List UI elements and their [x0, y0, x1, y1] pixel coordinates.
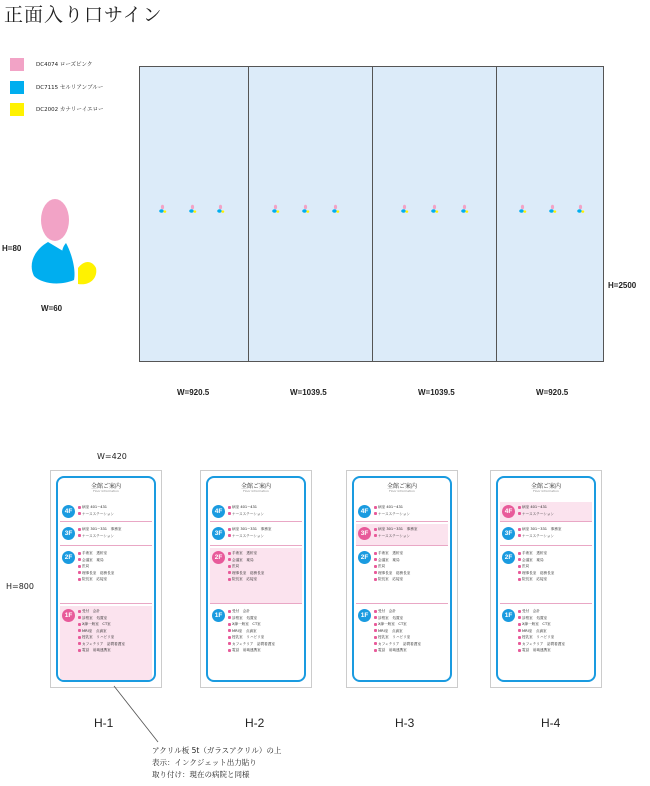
floor-directory-line: ナースステーション [78, 534, 114, 538]
floor-directory-line: 病室 301~331 事務室 [518, 527, 561, 531]
floor-directory-line: 診察室 処置室 [228, 616, 257, 620]
floor-directory-line: 手術室 透析室 [518, 551, 547, 555]
floor-directory-line: 受付 会計 [228, 609, 250, 613]
floor-number-badge: 3F [212, 527, 225, 540]
motif-height-label: H=80 [2, 244, 22, 253]
floor-directory-line: 理事長室 総務長室 [78, 571, 114, 575]
floor-directory-line: 医局 [228, 564, 239, 568]
floor-directory-line: 電話 前域連携室 [78, 648, 111, 652]
floor-directory-line: 電話 前域連携室 [518, 648, 551, 652]
floor-directory-line: 授乳室 リハビリ室 [78, 635, 114, 639]
floor-directory-line: 病室 401~431 [228, 505, 257, 509]
floor-directory-line: 受付 会計 [518, 609, 540, 613]
floor-directory-line: ナースステーション [518, 512, 554, 516]
floor-directory-line: 授乳室 リハビリ室 [228, 635, 264, 639]
sign-board-subtitle: Floor Information [243, 489, 269, 493]
legend-label: DC2002 カナリーイエロー [36, 107, 104, 113]
floor-directory-line: カフェテリア 訪問看護室 [374, 642, 421, 646]
floor-directory-line: 会議室 薬局 [228, 558, 254, 562]
floor-directory-line: 会議室 薬局 [518, 558, 544, 562]
floor-number-badge: 2F [62, 551, 75, 564]
floor-directory-line: 病室 401~431 [78, 505, 107, 509]
floor-directory-line: 院長室 応接室 [374, 577, 403, 581]
floor-number-badge: 4F [502, 505, 515, 518]
floor-number-badge: 4F [358, 505, 371, 518]
floor-directory-line: 院長室 応接室 [518, 577, 547, 581]
floor-directory-line: MRI室 点滴室 [228, 629, 257, 633]
legend-label: DC4074 ローズピンク [36, 62, 93, 68]
floor-directory-line: 理事長室 総務長室 [228, 571, 264, 575]
floor-directory-line: 診察室 処置室 [78, 616, 107, 620]
sign-label: H-1 [94, 716, 114, 730]
sign-board-subtitle: Floor Information [533, 489, 559, 493]
floor-directory-line: カフェテリア 訪問看護室 [78, 642, 125, 646]
floor-number-badge: 3F [62, 527, 75, 540]
floor-directory-line: 手術室 透析室 [374, 551, 403, 555]
floor-directory-line: 医局 [518, 564, 529, 568]
floor-directory-line: 授乳室 リハビリ室 [518, 635, 554, 639]
floor-directory-line: 医局 [374, 564, 385, 568]
floor-directory-line: 病室 301~331 事務室 [228, 527, 271, 531]
floor-directory-line: 会議室 薬局 [78, 558, 104, 562]
sign-height-label: H=800 [6, 582, 34, 591]
floor-directory-line: 受付 会計 [78, 609, 100, 613]
sign-board-title: 全館ご案内 [240, 483, 271, 490]
motif-width-label: W=60 [41, 304, 63, 313]
panel-width-label: W=920.5 [536, 388, 569, 397]
floor-directory-line: 院長室 応接室 [78, 577, 107, 581]
floor-directory-line: カフェテリア 訪問看護室 [518, 642, 565, 646]
floor-number-badge: 1F [62, 609, 75, 622]
floor-directory-line: X線一般室 CT室 [78, 622, 111, 626]
floor-directory-line: 病室 401~431 [518, 505, 547, 509]
floor-directory-line: ナースステーション [228, 534, 264, 538]
floor-directory-line: 病室 301~331 事務室 [374, 527, 417, 531]
floor-directory-line: 電話 前域連携室 [374, 648, 407, 652]
floor-number-badge: 3F [502, 527, 515, 540]
wall-height-label: H=2500 [608, 281, 637, 290]
floor-directory-line: ナースステーション [374, 534, 410, 538]
floor-directory-line: 会議室 薬局 [374, 558, 400, 562]
sign-board-title: 全館ご案内 [530, 483, 561, 490]
floor-directory-line: MRI室 点滴室 [78, 629, 107, 633]
floor-directory-line: 理事長室 総務長室 [518, 571, 554, 575]
floor-directory-line: 受付 会計 [374, 609, 396, 613]
floor-number-badge: 2F [212, 551, 225, 564]
floor-directory-line: ナースステーション [228, 512, 264, 516]
floor-directory-line: 診察室 処置室 [518, 616, 547, 620]
floor-number-badge: 1F [358, 609, 371, 622]
floor-number-badge: 4F [212, 505, 225, 518]
sign-board-title: 全館ご案内 [386, 483, 417, 490]
sign-width-label: W=420 [97, 452, 127, 461]
floor-directory-line: MRI室 点滴室 [374, 629, 403, 633]
floor-directory-line: 理事長室 総務長室 [374, 571, 410, 575]
sign-board-subtitle: Floor Information [93, 489, 119, 493]
sign-label: H-3 [395, 716, 415, 730]
floor-number-badge: 2F [502, 551, 515, 564]
panel-width-label: W=1039.5 [418, 388, 455, 397]
sign-label: H-2 [245, 716, 265, 730]
floor-directory-line: 手術室 透析室 [78, 551, 107, 555]
legend-label: DC7115 セルリアンブルー [36, 85, 104, 91]
floor-directory-line: 診察室 処置室 [374, 616, 403, 620]
floor-number-badge: 2F [358, 551, 371, 564]
material-annotation: アクリル板 5t（ガラスアクリル）の上 表示：インクジェット出力貼り 取り付け：現在の病院と同様 [152, 746, 282, 779]
floor-directory-line: ナースステーション [374, 512, 410, 516]
panel-width-label: W=920.5 [177, 388, 210, 397]
sign-label: H-4 [541, 716, 561, 730]
floor-directory-line: X線一般室 CT室 [518, 622, 551, 626]
floor-directory-line: ナースステーション [78, 512, 114, 516]
floor-directory-line: 病室 401~431 [374, 505, 403, 509]
page-title: 正面入り口サイン [4, 4, 163, 26]
floor-number-badge: 1F [502, 609, 515, 622]
sign-board-title: 全館ご案内 [90, 483, 121, 490]
floor-directory-line: X線一般室 CT室 [374, 622, 407, 626]
sign-board-subtitle: Floor Information [389, 489, 415, 493]
floor-directory-line: MRI室 点滴室 [518, 629, 547, 633]
floor-number-badge: 4F [62, 505, 75, 518]
floor-directory-line: 手術室 透析室 [228, 551, 257, 555]
panel-width-label: W=1039.5 [290, 388, 327, 397]
floor-number-badge: 1F [212, 609, 225, 622]
floor-directory-line: 医局 [78, 564, 89, 568]
floor-directory-line: ナースステーション [518, 534, 554, 538]
floor-directory-line: カフェテリア 訪問看護室 [228, 642, 275, 646]
floor-number-badge: 3F [358, 527, 371, 540]
floor-directory-line: 授乳室 リハビリ室 [374, 635, 410, 639]
floor-directory-line: 病室 301~331 事務室 [78, 527, 121, 531]
floor-directory-line: 電話 前域連携室 [228, 648, 261, 652]
floor-directory-line: X線一般室 CT室 [228, 622, 261, 626]
floor-directory-line: 院長室 応接室 [228, 577, 257, 581]
